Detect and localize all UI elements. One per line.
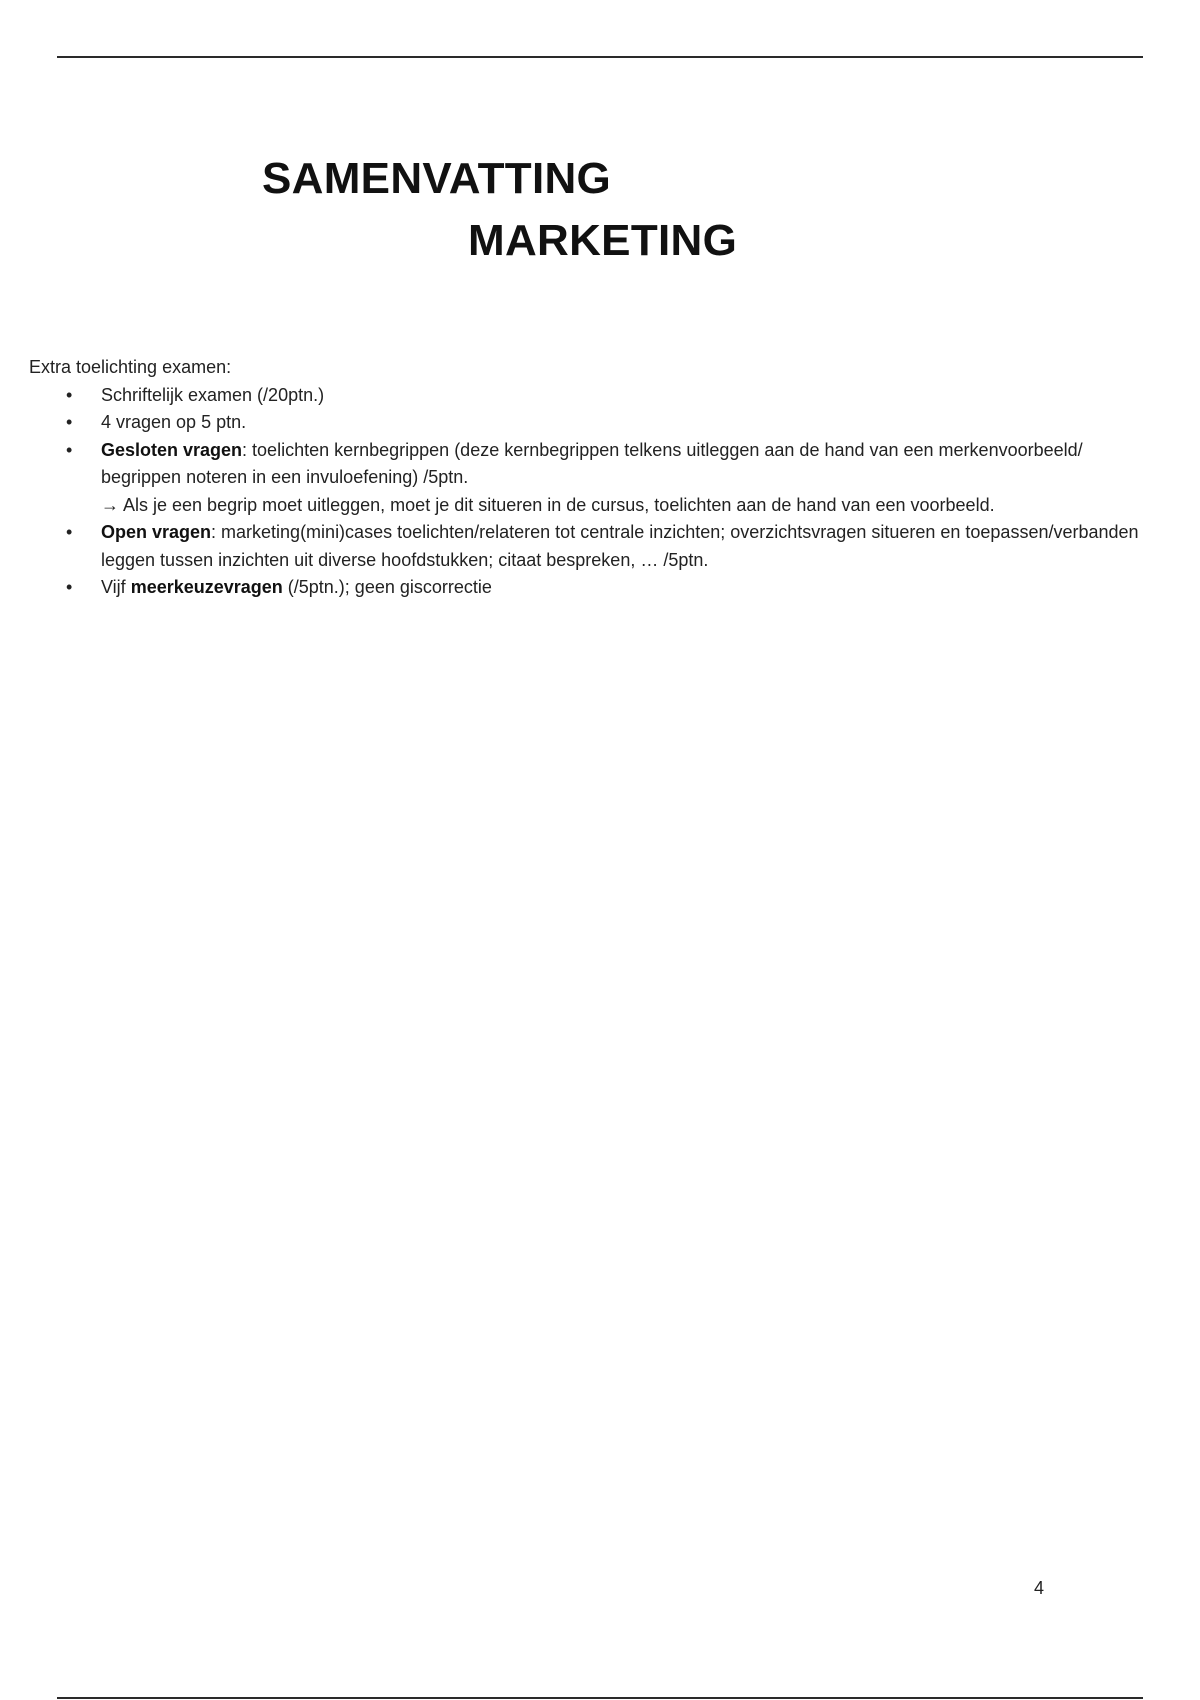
bullet-icon: •	[66, 412, 73, 432]
list-item-label: Gesloten vragen	[101, 439, 243, 460]
list-item-text: (/5ptn.); geen giscorrectie	[282, 577, 492, 597]
document-body	[29, 354, 1149, 602]
list-item-text: : toelichten kernbegrippen (deze kernbegrippen telkens uitleggen aan de hand van een merkenvoorbeeld/ begrippen noteren in een invuloefening) /5ptn.	[101, 439, 1083, 487]
list-item	[29, 382, 1149, 410]
exam-info-list	[29, 382, 1149, 602]
page-title-line-2: MARKETING	[468, 216, 738, 265]
list-item	[29, 574, 1149, 602]
bullet-icon: •	[66, 577, 73, 597]
footer-rule	[57, 1697, 1143, 1699]
page-title-line-1: SAMENVATTING	[262, 154, 612, 203]
list-item-label: meerkeuzevragen	[130, 577, 283, 597]
list-item-text: 4 vragen op 5 ptn.	[101, 412, 247, 432]
bullet-icon: •	[66, 439, 73, 460]
list-item-text: Schriftelijk examen (/20ptn.)	[101, 384, 325, 405]
list-item	[29, 409, 1149, 437]
page-number: 4	[1034, 1578, 1045, 1598]
list-item-text: : marketing(mini)cases toelichten/relateren tot centrale inzichten; overzichtsvragen situeren en toepassen/verbanden leggen tussen inzichten uit diverse hoofdstukken; citaat bespreken, … /5ptn.	[101, 522, 1139, 570]
list-item	[29, 519, 1149, 574]
list-item	[29, 437, 1149, 520]
list-item-note: → Als je een begrip moet uitleggen, moet je dit situeren in de cursus, toelichten aan de hand van een voorbeeld.	[101, 494, 995, 515]
bullet-icon: •	[66, 384, 73, 405]
list-item-label: Open vragen	[101, 522, 212, 542]
header-rule	[57, 56, 1143, 58]
intro-text: Extra toelichting examen:	[29, 357, 232, 377]
bullet-icon: •	[66, 522, 73, 542]
list-item-prefix: Vijf	[101, 577, 131, 597]
